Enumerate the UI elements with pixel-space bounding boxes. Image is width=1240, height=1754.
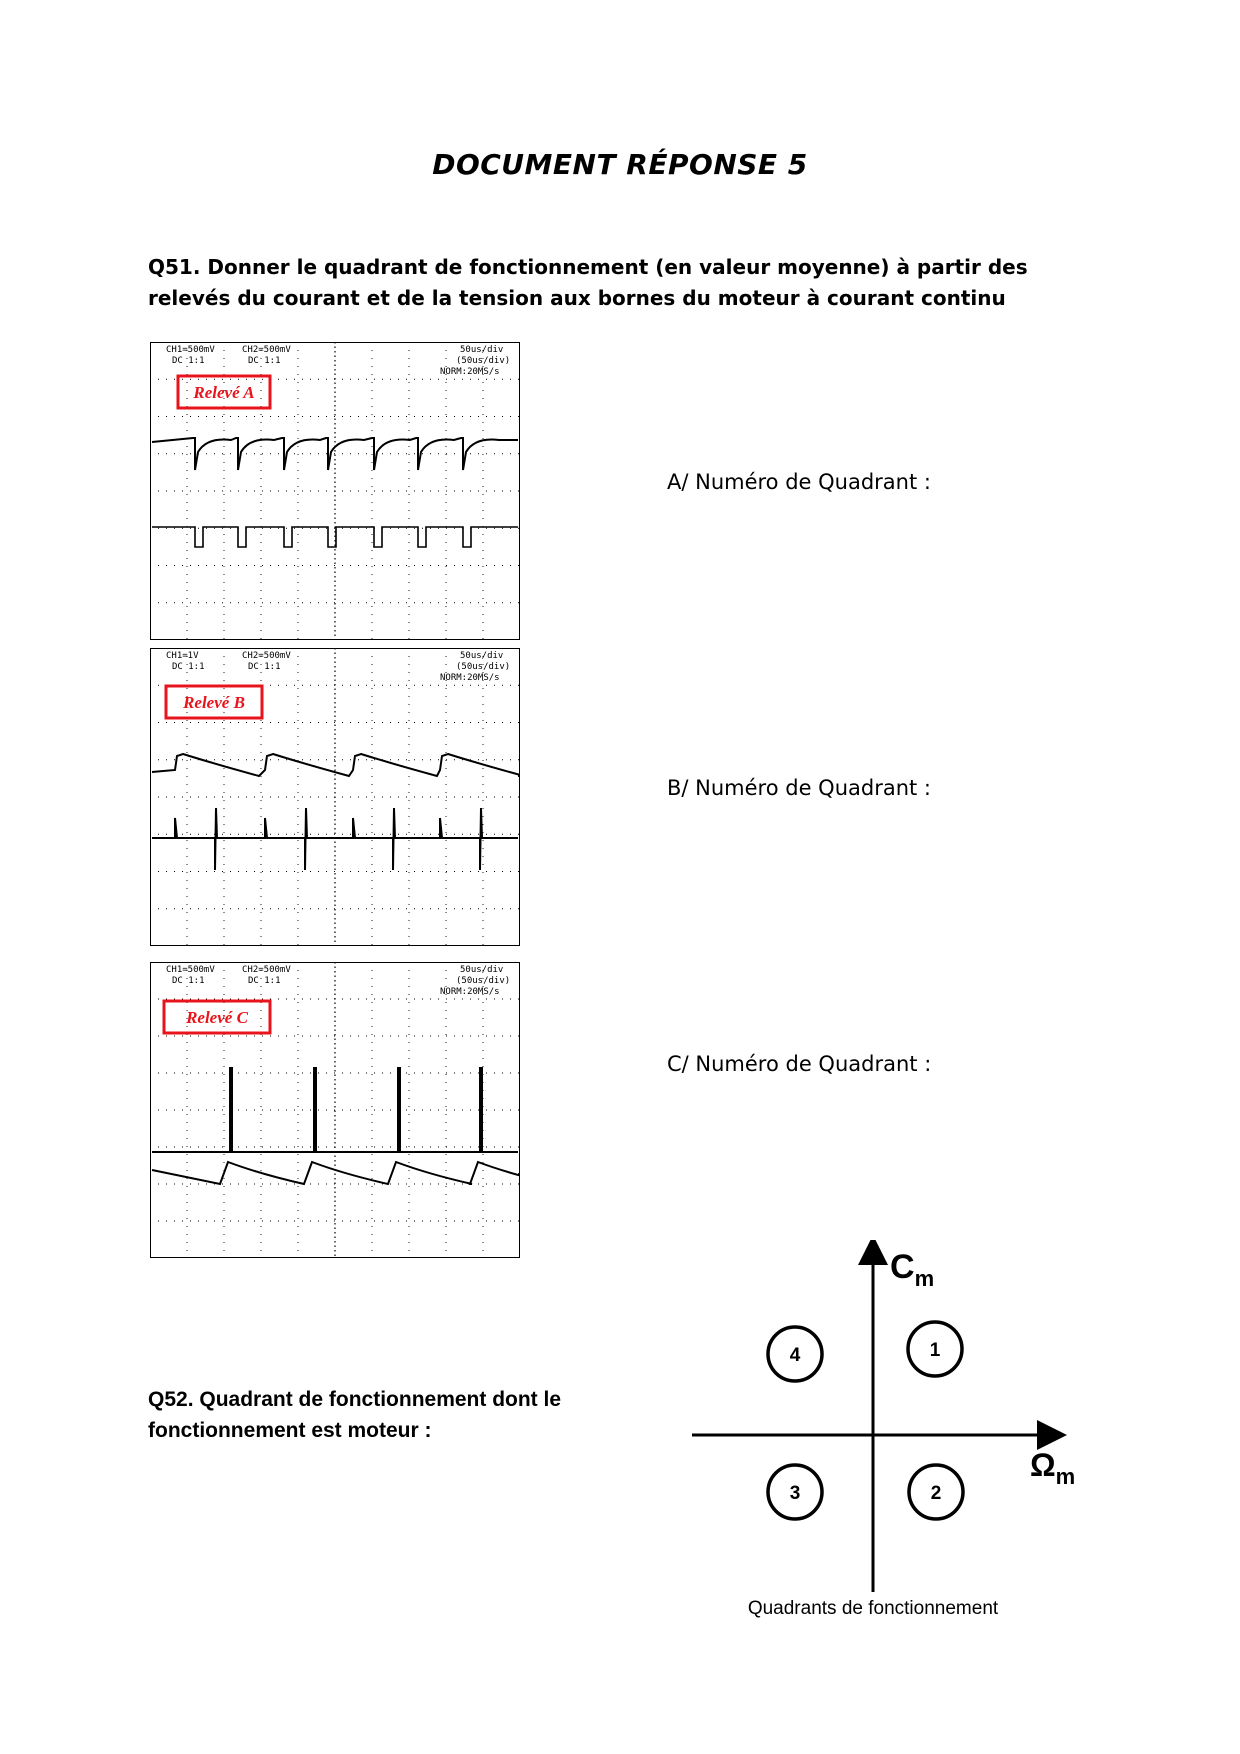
scope-c-label: Relevé C — [186, 1008, 248, 1027]
scope-a-coupling2: DC 1:1 — [248, 356, 281, 366]
quadrant-diagram-svg — [680, 1240, 1100, 1620]
torque-axis-label: $C_m$ — [890, 1248, 935, 1291]
question-51-line-2: relevés du courant et de la tension aux bornes du moteur à courant continu — [148, 286, 1006, 310]
question-51 — [148, 252, 1028, 314]
answer-b-label: B/ Numéro de Quadrant : — [667, 776, 932, 800]
scope-b-label: Relevé B — [183, 693, 245, 712]
oscillogram-a-screen — [150, 342, 520, 640]
answer-c-label: C/ Numéro de Quadrant : — [667, 1052, 932, 1076]
oscillogram-b — [150, 648, 520, 946]
scope-c-ch1: CH1=500mV — [166, 965, 215, 975]
answer-a-label: A/ Numéro de Quadrant : — [667, 470, 931, 494]
scope-b-mode: NORM:20MS/s — [440, 673, 500, 683]
scope-b-coupling1: DC 1:1 — [172, 662, 205, 672]
oscillogram-c — [150, 962, 520, 1258]
quadrant-1-label: 1 — [929, 1340, 941, 1361]
quadrant-diagram — [680, 1240, 1100, 1620]
speed-axis-label: $\Omega_m$ — [1030, 1447, 1076, 1489]
scope-c-timebase2: (50us/div) — [456, 976, 511, 986]
scope-a-timebase2: (50us/div) — [456, 356, 511, 366]
quadrant-2-label: 2 — [930, 1483, 942, 1504]
scope-c-ch2: CH2=500mV — [242, 965, 291, 975]
scope-c-coupling2: DC 1:1 — [248, 976, 281, 986]
scope-b-timebase2: (50us/div) — [456, 662, 511, 672]
scope-a-mode: NORM:20MS/s — [440, 367, 500, 377]
scope-c-timebase: 50us/div — [460, 965, 504, 975]
scope-a-ch1: CH1=500mV — [166, 345, 215, 355]
quadrant-caption: Quadrants de fonctionnement — [747, 1598, 999, 1619]
scope-b-ch1: CH1=1V — [166, 651, 199, 661]
oscillogram-a — [150, 342, 520, 640]
answer-c — [667, 1052, 931, 1076]
answer-a — [667, 470, 931, 494]
quadrant-4-label: 4 — [789, 1345, 801, 1366]
scope-a-timebase: 50us/div — [460, 345, 504, 355]
scope-c-coupling1: DC 1:1 — [172, 976, 205, 986]
quadrant-3-label: 3 — [789, 1483, 801, 1504]
page-title: DOCUMENT RÉPONSE 5 — [432, 148, 808, 181]
scope-c-mode: NORM:20MS/s — [440, 987, 500, 997]
oscillogram-b-screen — [150, 648, 520, 946]
question-52-line-1: Q52. Quadrant de fonctionnement dont le — [148, 1388, 562, 1411]
answer-b — [667, 776, 931, 800]
scope-a-ch2: CH2=500mV — [242, 345, 291, 355]
scope-b-ch2: CH2=500mV — [242, 651, 291, 661]
scope-b-coupling2: DC 1:1 — [248, 662, 281, 672]
oscillogram-c-screen — [150, 962, 520, 1258]
scope-a-label: Relevé A — [193, 383, 255, 402]
question-52 — [148, 1384, 628, 1446]
scope-a-coupling1: DC 1:1 — [172, 356, 205, 366]
scope-b-timebase: 50us/div — [460, 651, 504, 661]
question-51-line-1: Q51. Donner le quadrant de fonctionnement (en valeur moyenne) à partir des — [148, 255, 1028, 279]
question-52-line-2: fonctionnement est moteur : — [148, 1419, 432, 1442]
